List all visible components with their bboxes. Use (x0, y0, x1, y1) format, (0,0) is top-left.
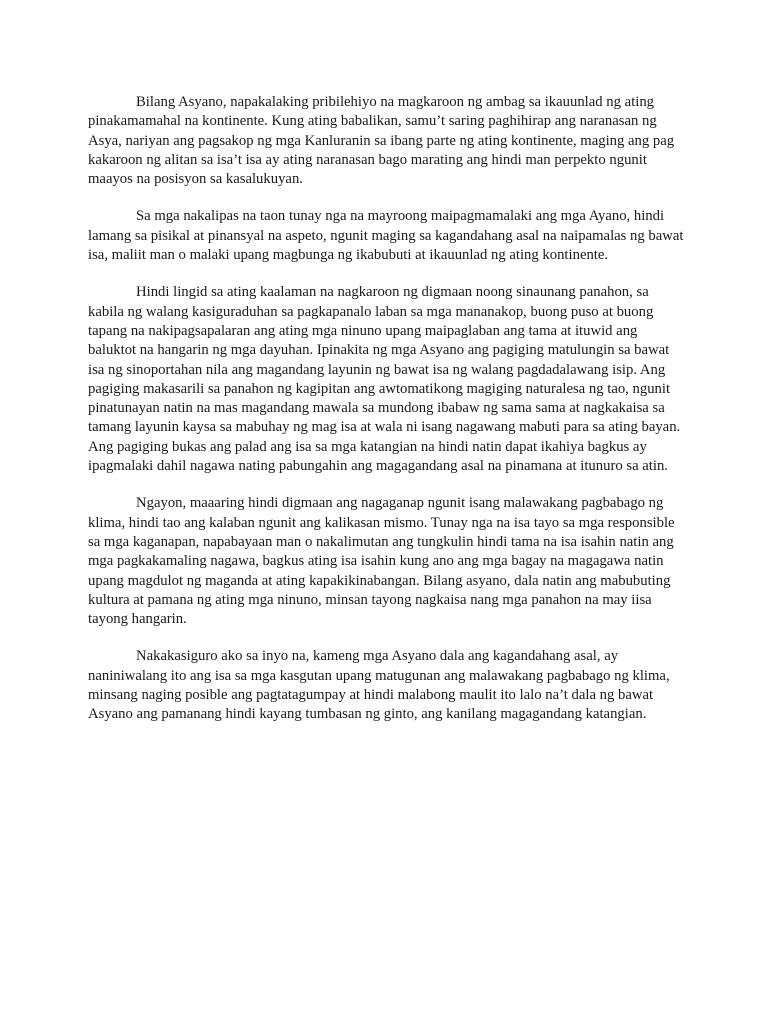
paragraph-2: Sa mga nakalipas na taon tunay nga na mayroong maipagmamalaki ang mga Ayano, hindi lamang sa pisikal at pinansyal na aspeto, ngunit maging sa kagandahang asal na naipamalas ng bawat isa, maliit man o malaki upang magbunga ng ikabubuti at ikauunlad ng ating kontinente. (88, 208, 684, 264)
paragraph-5: Nakakasiguro ako sa inyo na, kameng mga Asyano dala ang kagandahang asal, ay naniniwalang ito ang isa sa mga kasgutan upang matugunan ang malawakang pagbabago ng klima, minsang naging posible ang pagtatagumpay at hindi malabong maulit ito lalo na’t dala ng bawat Asyano ang pamanang hindi kayang tumbasan ng ginto, ang kanilang magagandang katangian. (88, 648, 670, 723)
document-body (88, 93, 688, 743)
paragraph-4: Ngayon, maaaring hindi digmaan ang nagaganap ngunit isang malawakang pagbabago ng klima, hindi tao ang kalaban ngunit ang kalikasan mismo. Tunay nga na isa tayo sa mga responsible sa mga kaganapan, napabayaan man o nakalimutan ang tungkulin hindi tama na isa isahin natin ang mga pagkakamaling nagawa, bagkus ating isa isahin kung ano ang mga bagay na magagawa natin upang magdulot ng maganda at ating kapakikinabangan. Bilang asyano, dala natin ang mabubuting kultura at pamana ng ating mga ninuno, minsan tayong nagkaisa nang mga panahon na may iisa tayong hangarin. (88, 495, 675, 628)
paragraph-3: Hindi lingid sa ating kaalaman na nagkaroon ng digmaan noong sinaunang panahon, sa kabila ng walang kasiguraduhan sa pagkapanalo laban sa mga mananakop, buong puso at buong tapang na nakipagsapalaran ang ating mga ninuno upang maipaglaban ang tama at ituwid ang baluktot na hangarin ng mga dayuhan. Ipinakita ng mga Asyano ang pagiging matulungin sa bawat isa ng sinoportahan nila ang magandang layunin ng bawat isa ng walang pagdadalawang isip. Ang pagiging makasarili sa panahon ng kagipitan ang awtomatikong magiging naturalesa ng tao, ngunit pinatunayan natin na mas magandang mawala sa mundong ibabaw ng sama sama at nagkakaisa sa tamang layunin kaysa sa mabuhay ng mag isa at wala ni isang nagawang mabuti para sa ating bayan. Ang pagiging bukas ang palad ang isa sa mga katangian na hindi natin dapat ikahiya bagkus ay ipagmalaki dahil nagawa nating pabungahin ang magagandang asal na pinamana at itunuro sa atin. (88, 284, 681, 475)
paragraph-1: Bilang Asyano, napakalaking pribilehiyo na magkaroon ng ambag sa ikauunlad ng ating pinakamamahal na kontinente. Kung ating babalikan, samu’t saring paghihirap ang naranasan ng Asya, nariyan ang pagsakop ng mga Kanluranin sa ibang parte ng ating kontinente, maging ang pag kakaroon ng alitan sa isa’t isa ay ating naranasan bago marating ang hindi man perpekto ngunit maayos na posisyon sa kasalukuyan. (88, 94, 675, 188)
